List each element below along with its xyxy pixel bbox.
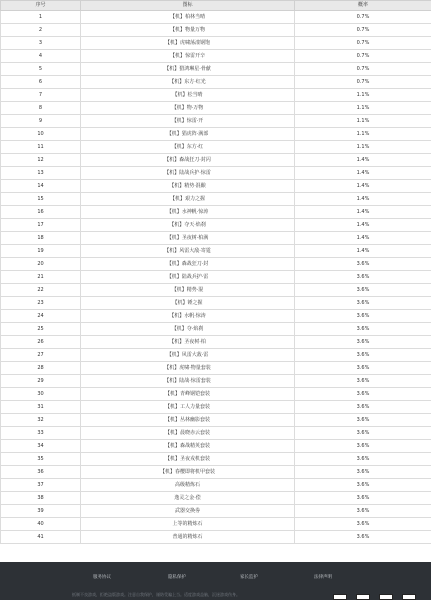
table-row [1,180,431,193]
row-index: 33 [1,427,81,440]
row-item-name: 【机】精势·混酿 [81,180,295,193]
row-probability: 1.1% [295,102,431,115]
row-item-name: 【机】水神帆·惊涛 [81,206,295,219]
table-row [1,206,431,219]
table-row [1,479,431,492]
row-probability: 3.6% [295,284,431,297]
row-item-name: 【机】风雷大敌·寄霆 [81,245,295,258]
table-row [1,336,431,349]
row-probability: 1.1% [295,128,431,141]
row-index: 5 [1,63,81,76]
row-probability: 3.6% [295,271,431,284]
table-header-row [1,1,431,11]
row-probability: 3.6% [295,297,431,310]
row-item-name: 【机】东方·红光 [81,76,295,89]
row-item-name: 武器交换劵 [81,505,295,518]
row-probability: 3.6% [295,310,431,323]
footer-link-parental-guardian[interactable]: 家长监护 [240,575,258,580]
row-item-name: 【机】晨晓赤云套装 [81,427,295,440]
row-probability: 3.6% [295,258,431,271]
table-body [1,11,431,544]
table-row [1,232,431,245]
table-row [1,466,431,479]
row-item-name: 【机】柏林当晴 [81,11,295,24]
row-probability: 3.6% [295,440,431,453]
row-index: 35 [1,453,81,466]
row-item-name: 【机】精势·混 [81,284,295,297]
row-item-name: 【机】工人力量套装 [81,401,295,414]
table-row [1,89,431,102]
row-index: 30 [1,388,81,401]
row-index: 8 [1,102,81,115]
row-index: 32 [1,414,81,427]
table-row [1,531,431,544]
table-row [1,362,431,375]
row-probability: 3.6% [295,479,431,492]
row-probability: 3.6% [295,388,431,401]
table-row [1,50,431,63]
row-item-name: 【机】风雷大敌·雷 [81,349,295,362]
table-row [1,427,431,440]
table-row [1,63,431,76]
footer-link-service-agreement[interactable]: 服务协议 [93,575,111,580]
footer-links [0,574,431,582]
table-row [1,128,431,141]
row-item-name: 【机】陆战兵护·惊雷 [81,167,295,180]
row-probability: 0.7% [295,63,431,76]
row-item-name: 【机】陆战兵护·雷 [81,271,295,284]
table-row [1,388,431,401]
row-item-name: 【机】东方·红 [81,141,295,154]
row-index: 17 [1,219,81,232]
qr-code-icon [379,594,393,600]
row-item-name: 【机】夺·焰刹 [81,323,295,336]
row-index: 31 [1,401,81,414]
row-index: 34 [1,440,81,453]
row-item-name: 【机】松当晴 [81,89,295,102]
table-row [1,271,431,284]
row-index: 37 [1,479,81,492]
table-row [1,505,431,518]
table-header [1,1,431,11]
row-item-name: 【机】森战狂刀·封闪 [81,154,295,167]
row-item-name: 【机】丛林幽影套装 [81,414,295,427]
row-index: 36 [1,466,81,479]
row-item-name: 【机】猎鸿琳星·骨献 [81,63,295,76]
row-probability: 0.7% [295,11,431,24]
row-probability: 1.1% [295,115,431,128]
header-index: 序号 [1,1,81,11]
row-index: 23 [1,297,81,310]
row-probability: 1.4% [295,206,431,219]
table-row [1,24,431,37]
row-probability: 3.6% [295,375,431,388]
row-index: 27 [1,349,81,362]
row-item-name: 【机】圣夜戎机套装 [81,453,295,466]
table-row [1,219,431,232]
row-index: 10 [1,128,81,141]
row-index: 9 [1,115,81,128]
row-index: 24 [1,310,81,323]
row-item-name: 普通的精炼石 [81,531,295,544]
row-probability: 3.6% [295,505,431,518]
row-probability: 3.6% [295,518,431,531]
row-index: 28 [1,362,81,375]
header-probability: 概率 [295,1,431,11]
row-probability: 0.7% [295,76,431,89]
row-index: 1 [1,11,81,24]
header-item: 图标 [81,1,295,11]
footer-link-legal[interactable]: 法律声明 [314,575,332,580]
row-probability: 1.1% [295,89,431,102]
row-probability: 3.6% [295,492,431,505]
row-index: 16 [1,206,81,219]
table-row [1,284,431,297]
row-index: 11 [1,141,81,154]
row-item-name: 【机】惊雷开辛 [81,50,295,63]
row-item-name: 【机】陆战·惊雷套装 [81,375,295,388]
row-index: 3 [1,37,81,50]
row-item-name: 【机】物·万物 [81,102,295,115]
row-probability: 3.6% [295,401,431,414]
row-probability: 3.6% [295,531,431,544]
table-row [1,258,431,271]
row-probability: 3.6% [295,362,431,375]
row-index: 13 [1,167,81,180]
row-index: 20 [1,258,81,271]
row-item-name: 【机】森战狂刀·封 [81,258,295,271]
row-probability: 1.4% [295,167,431,180]
row-index: 21 [1,271,81,284]
row-probability: 1.1% [295,141,431,154]
qr-code-icon [402,594,416,600]
table-row [1,11,431,24]
row-item-name: 【机】春樱即将机甲套装 [81,466,295,479]
row-probability: 3.6% [295,453,431,466]
table-row [1,115,431,128]
row-item-name: 上等的精炼石 [81,518,295,531]
footer-health-notice: 抵制不良游戏，拒绝盗版游戏。注意自我保护，谨防受骗上当。适度游戏益脑，沉迷游戏伤身。 [72,592,240,597]
table-row [1,440,431,453]
row-item-name: 【机】锤之握 [81,297,295,310]
row-index: 22 [1,284,81,297]
row-probability: 3.6% [295,414,431,427]
row-index: 39 [1,505,81,518]
row-probability: 1.4% [295,232,431,245]
row-index: 7 [1,89,81,102]
row-probability: 3.6% [295,349,431,362]
row-probability: 3.6% [295,323,431,336]
table-row [1,375,431,388]
row-index: 29 [1,375,81,388]
qr-code-icon [333,594,347,600]
table-row [1,401,431,414]
row-probability: 0.7% [295,50,431,63]
qr-code-icon [356,594,370,600]
row-item-name: 【机】惊雷·开 [81,115,295,128]
row-index: 41 [1,531,81,544]
row-probability: 0.7% [295,24,431,37]
table-row [1,310,431,323]
row-probability: 1.4% [295,193,431,206]
row-probability: 3.6% [295,336,431,349]
row-probability: 1.4% [295,219,431,232]
table-row [1,414,431,427]
row-index: 19 [1,245,81,258]
table-row [1,37,431,50]
table-row [1,492,431,505]
row-item-name: 【机】水帆·惊涛 [81,310,295,323]
row-item-name: 【机】夺天·焰刹 [81,219,295,232]
table-row [1,154,431,167]
site-footer [0,562,431,600]
row-index: 38 [1,492,81,505]
row-index: 14 [1,180,81,193]
table-row [1,323,431,336]
row-item-name: 逸灵之金·偿 [81,492,295,505]
row-probability: 3.6% [295,427,431,440]
row-item-name: 【机】虎啸荡漾钢饱 [81,37,295,50]
row-index: 18 [1,232,81,245]
table-row [1,167,431,180]
table-row [1,76,431,89]
row-index: 25 [1,323,81,336]
row-probability: 1.4% [295,154,431,167]
row-probability: 1.4% [295,245,431,258]
row-probability: 1.4% [295,180,431,193]
row-item-name: 【机】圣夜树·柏满 [81,232,295,245]
row-item-name: 【机】圣夜树·柏 [81,336,295,349]
row-index: 40 [1,518,81,531]
row-item-name: 【机】艰力之握 [81,193,295,206]
row-index: 2 [1,24,81,37]
row-index: 12 [1,154,81,167]
table-row [1,245,431,258]
row-item-name: 【机】物量万物 [81,24,295,37]
row-index: 4 [1,50,81,63]
table-row [1,349,431,362]
table-row [1,141,431,154]
row-index: 6 [1,76,81,89]
row-item-name: 高级精炼石 [81,479,295,492]
row-index: 26 [1,336,81,349]
table-row [1,297,431,310]
table-row [1,453,431,466]
row-item-name: 【机】森战精英套装 [81,440,295,453]
row-item-name: 【机】虎啸·物量套装 [81,362,295,375]
table-row [1,518,431,531]
row-index: 15 [1,193,81,206]
row-probability: 0.7% [295,37,431,50]
row-probability: 3.6% [295,466,431,479]
row-item-name: 【机】猖虎阵·满部 [81,128,295,141]
table-row [1,193,431,206]
row-item-name: 【机】青峰钢铠套装 [81,388,295,401]
footer-link-privacy[interactable]: 隐私保护 [168,575,186,580]
table-row [1,102,431,115]
